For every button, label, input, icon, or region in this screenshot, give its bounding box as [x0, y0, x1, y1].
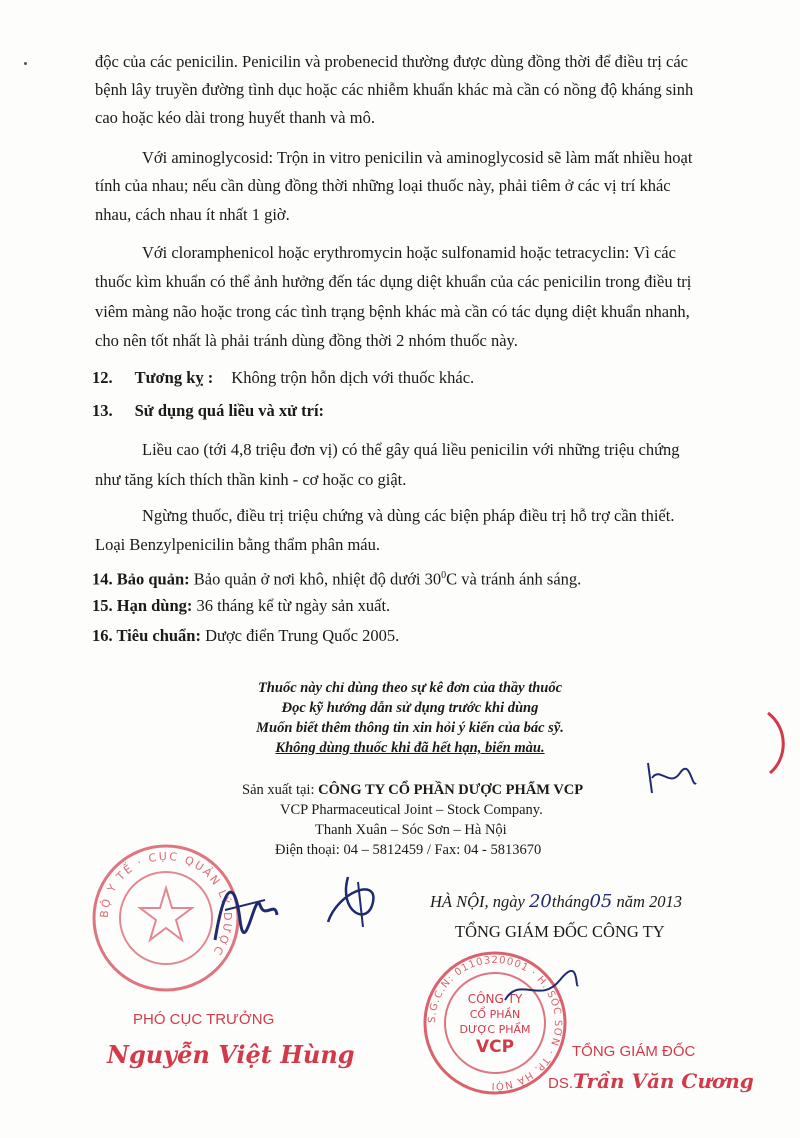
section-13-heading: [92, 401, 324, 421]
section-text: Bảo quản ở nơi khô, nhiệt độ dưới 30: [193, 569, 442, 589]
notice-line: [0, 738, 800, 758]
right-signatory-prefix: DS.: [548, 1075, 574, 1092]
signature-scribble: [318, 872, 388, 932]
date-line: [430, 892, 682, 912]
company-stamp-ring: S.G.C.N: 0110320001 · H. SÓC SƠN · TP. HÀ NỘI: [426, 954, 564, 1092]
date-month: 05: [589, 891, 613, 912]
edge-mark: [760, 708, 790, 778]
notice-line: Đọc kỹ hướng dẫn sử dụng trước khi dùng: [281, 700, 539, 716]
speck: [24, 62, 27, 65]
right-signatory-name: Trần Văn Cương: [573, 1069, 754, 1093]
company-stamp-line: CÔNG TY: [467, 992, 523, 1006]
date-suffix: năm 2013: [616, 892, 683, 911]
section-title: 15. Hạn dùng:: [92, 596, 193, 615]
notice-line: Muốn biết thêm thông tin xin hỏi ý kiến của bác sỹ.: [256, 720, 564, 736]
paragraph-line: Với aminoglycosid: Trộn in vitro penicilin và aminoglycosid sẽ làm mất nhiều hoạt: [142, 148, 693, 167]
paragraph-line: Liều cao (tới 4,8 triệu đơn vị) có thể gây quá liều penicilin với những triệu chứng: [142, 440, 680, 459]
company-stamp-line: CỔ PHẦN: [469, 1008, 521, 1021]
paragraph-line: độc của các penicilin. Penicilin và probenecid thường được dùng đồng thời để điều trị các: [95, 52, 688, 71]
manufacturer-name: CÔNG TY CỔ PHẦN DƯỢC PHẨM VCP: [318, 782, 584, 798]
date-prefix: HÀ NỘI, ngày: [430, 892, 525, 911]
notice-line: Thuốc này chỉ dùng theo sự kê đơn của thầy thuốc: [257, 680, 563, 696]
section-text: Dược điển Trung Quốc 2005.: [205, 626, 400, 645]
section-16: [92, 626, 399, 646]
manufacturer-address: Thanh Xuân – Sóc Sơn – Hà Nội: [315, 822, 507, 838]
section-title: 16. Tiêu chuẩn:: [92, 626, 201, 645]
paragraph-line: nhau, cách nhau ít nhất 1 giờ.: [95, 205, 290, 224]
section-12: [92, 368, 474, 388]
right-signatory-role: TỔNG GIÁM ĐỐC: [572, 1043, 696, 1060]
manufacturer-english: VCP Pharmaceutical Joint – Stock Company.: [280, 802, 543, 818]
paragraph-line: Loại Benzylpenicilin bằng thẩm phân máu.: [95, 535, 381, 554]
signature-scribble: [500, 970, 580, 1010]
paragraph-line: bệnh lây truyền đường tình dục hoặc các nhiễm khuẩn khác mà cần có nồng độ kháng sinh: [95, 80, 694, 99]
left-signatory-name: Nguyễn Việt Hùng: [107, 1040, 355, 1069]
company-stamp-line: DƯỢC PHẨM: [459, 1023, 531, 1036]
section-14: [92, 566, 581, 590]
section-title: Sử dụng quá liều và xử trí:: [134, 401, 325, 420]
paragraph-line: Với cloramphenicol hoặc erythromycin hoặc sulfonamid hoặc tetracyclin: Vì các: [142, 243, 676, 262]
section-15: [92, 596, 390, 616]
right-signatory-name-line: [548, 1068, 754, 1097]
signature-scribble: [205, 870, 285, 950]
section-title: 14. Bảo quản:: [92, 569, 190, 589]
company-stamp-line: VCP: [475, 1037, 515, 1057]
section-number: 12.: [92, 368, 113, 387]
right-signatory-title: TỔNG GIÁM ĐỐC CÔNG TY: [455, 922, 665, 941]
superscript: 0: [441, 570, 447, 581]
paragraph-line: cho nên tốt nhất là phải tránh dùng đồng thời 2 nhóm thuốc này.: [95, 331, 518, 350]
manufacturer-phone: Điện thoại: 04 – 5812459 / Fax: 04 - 5813670: [275, 842, 542, 858]
paragraph-line: Ngừng thuốc, điều trị triệu chứng và dùng các biện pháp điều trị hỗ trợ cần thiết.: [142, 506, 675, 525]
paragraph-line: tính của nhau; nếu cần dùng đồng thời những loại thuốc này, phải tiêm ở các vị trí khác: [95, 176, 671, 195]
section-number: 13.: [92, 401, 113, 420]
left-signatory-role: PHÓ CỤC TRƯỞNG: [133, 1011, 275, 1028]
section-title: Tương kỵ :: [134, 368, 214, 387]
paragraph-line: thuốc kìm khuẩn có thể ảnh hưởng đến tác dụng diệt khuẩn của các penicilin trong điều trị: [95, 272, 692, 291]
signature-scribble: [640, 758, 700, 798]
section-text: C và tránh ánh sáng.: [446, 569, 582, 589]
notice-warning: Không dùng thuốc khi đã hết hạn, biến màu.: [275, 740, 545, 756]
manufacturer-label: Sản xuất tại:: [242, 782, 315, 798]
paragraph-line: viêm màng não hoặc trong các tình trạng bệnh khác mà cần có tác dụng diệt khuẩn nhanh,: [95, 302, 690, 321]
ministry-stamp-ring: BỘ Y TẾ · CỤC QUẢN LÝ DƯỢC: [97, 849, 235, 959]
section-text: 36 tháng kể từ ngày sản xuất.: [196, 596, 391, 615]
paragraph-line: như tăng kích thích thần kinh - cơ hoặc co giật.: [95, 470, 407, 489]
paragraph-line: cao hoặc kéo dài trong huyết thanh và mô.: [95, 108, 375, 127]
date-day: 20: [528, 891, 552, 912]
date-mid: tháng: [551, 892, 590, 911]
section-text: Không trộn hỗn dịch với thuốc khác.: [231, 368, 475, 387]
manufacturer-line: [242, 780, 583, 800]
